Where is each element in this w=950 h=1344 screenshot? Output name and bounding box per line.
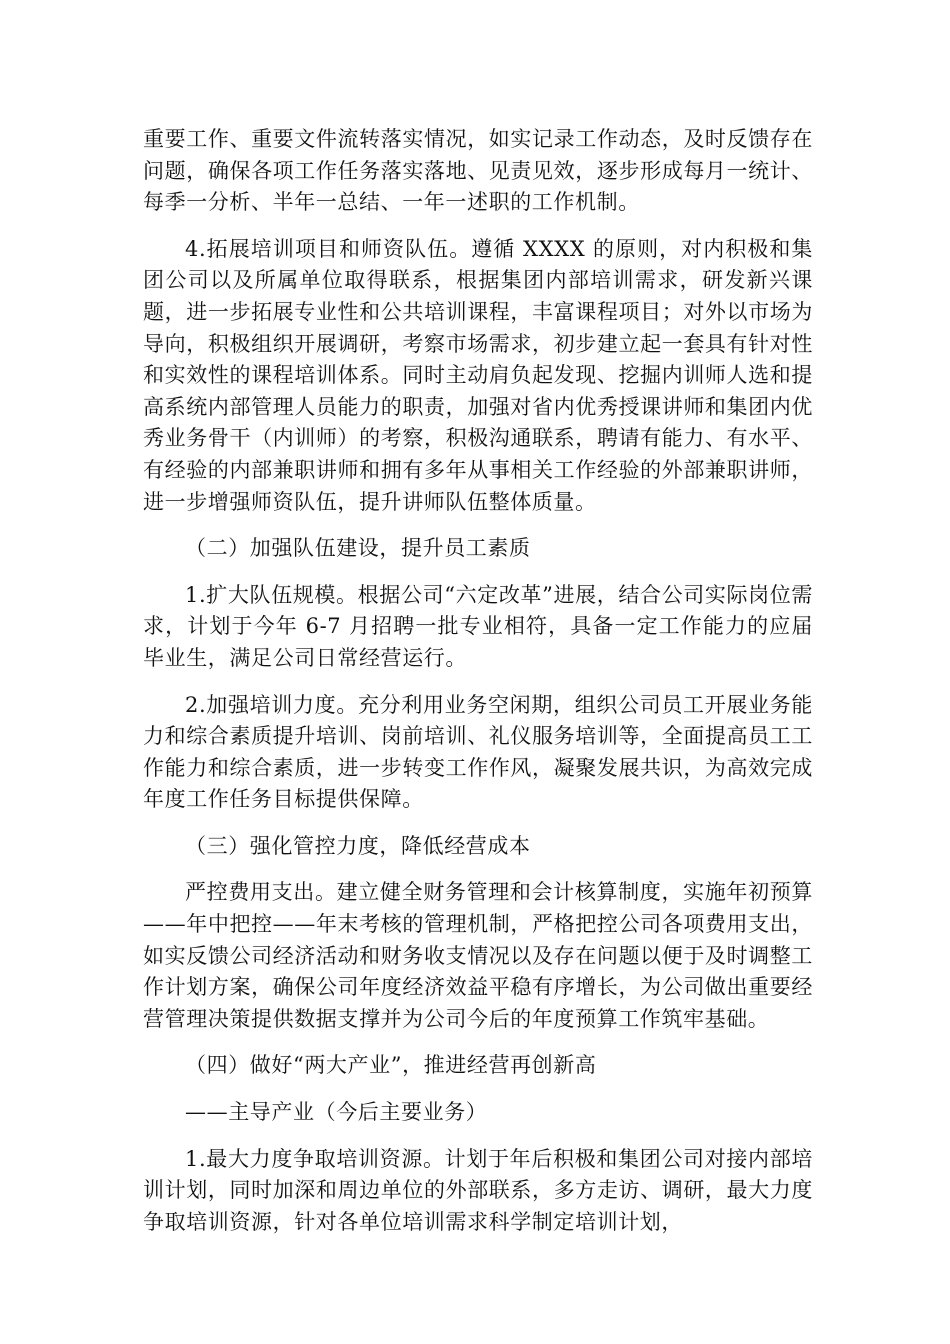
paragraph-training-resources: 1.最大力度争取培训资源。计划于年后积极和集团公司对接内部培训计划，同时加深和周边单位的外部联系，多方走访、调研，最大力度争取培训资源，针对各单位培训需求科学制定培训计划， — [143, 1146, 813, 1234]
paragraph-expand-training: 4.拓展培训项目和师资队伍。遵循 XXXX 的原则，对内积极和集团公司以及所属单位取得联系，根据集团内部培训需求，研发新兴课题，进一步拓展专业性和公共培训课程，丰富课程项目；对外以市场为导向，积极组织开展调研，考察市场需求，初步建立起一套具有针对性和实效性的课程培训体系。同时主动肩负起发现、挖掘内训师人选和提高系统内部管理人员能力的职责，加强对省内优秀授课讲师和集团内优秀业务骨干（内训师）的考察，积极沟通联系，聘请有能力、有水平、有经验的内部兼职讲师和拥有多年从事相关工作经验的外部兼职讲师，进一步增强师资队伍，提升讲师队伍整体质量。 — [143, 236, 813, 514]
section-heading-cost-control: （三）强化管控力度，降低经营成本 — [185, 833, 531, 858]
paragraph-strengthen-training: 2.加强培训力度。充分利用业务空闲期，组织公司员工开展业务能力和综合素质提升培训、岗前培训、礼仪服务培训等，全面提高员工工作能力和综合素质，进一步转变工作作风，凝聚发展共识，为高效完成年度工作任务目标提供保障。 — [143, 692, 813, 812]
paragraph-work-mechanism: 重要工作、重要文件流转落实情况，如实记录工作动态，及时反馈存在问题，确保各项工作任务落实落地、见责见效，逐步形成每月一统计、每季一分析、半年一总结、一年一述职的工作机制。 — [143, 127, 813, 215]
paragraph-expand-team: 1.扩大队伍规模。根据公司“六定改革”进展，结合公司实际岗位需求，计划于今年 6-7 月招聘一批专业相符，具备一定工作能力的应届毕业生，满足公司日常经营运行。 — [143, 582, 813, 670]
paragraph-expense-control: 严控费用支出。建立健全财务管理和会计核算制度，实施年初预算——年中把控——年末考核的管理机制，严格把控公司各项费用支出，如实反馈公司经济活动和财务收支情况以及存在问题以便于及时调整工作计划方案，确保公司年度经济效益平稳有序增长，为公司做出重要经营管理决策提供数据支撑并为公司今后的年度预算工作筑牢基础。 — [143, 880, 813, 1031]
section-heading-team-building: （二）加强队伍建设，提升员工素质 — [185, 536, 531, 561]
subheading-main-industry: ——主导产业（今后主要业务） — [185, 1100, 488, 1125]
section-heading-two-industries: （四）做好“两大产业”，推进经营再创新高 — [185, 1053, 597, 1078]
document-body — [143, 124, 813, 1253]
